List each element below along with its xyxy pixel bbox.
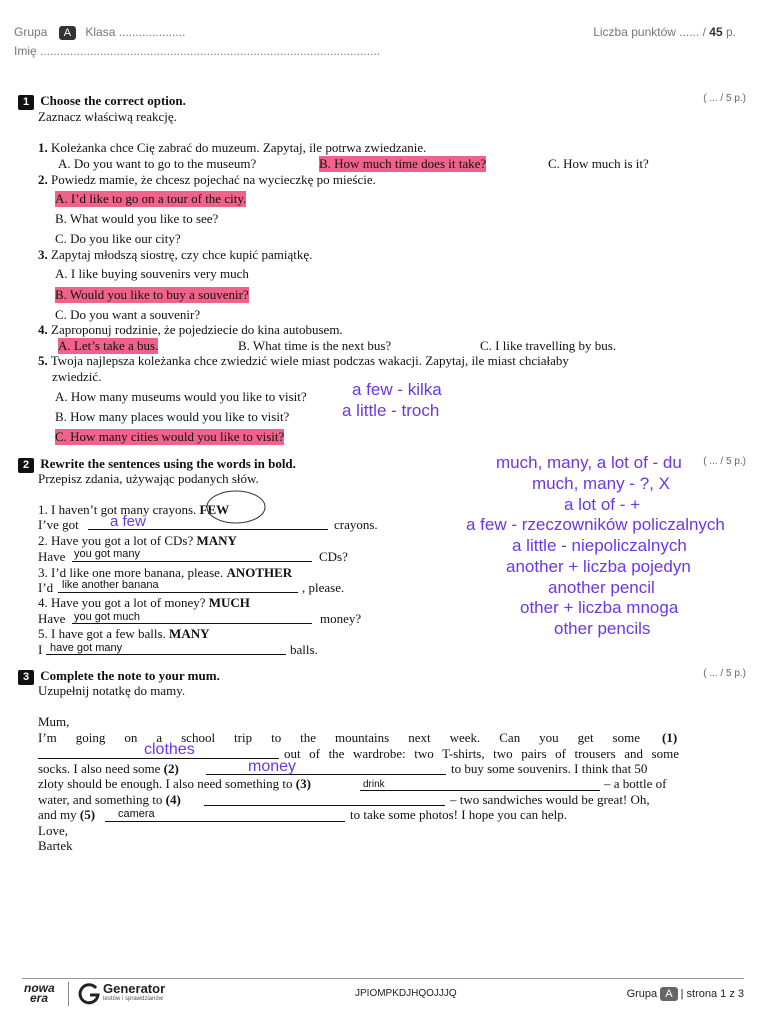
task1-number: 1 bbox=[18, 95, 34, 110]
task2-item3-answer-line[interactable] bbox=[58, 592, 298, 593]
task1-item4-question bbox=[38, 322, 343, 338]
note-text: to buy some souvenirs. I think that 50 bbox=[451, 761, 648, 776]
generator-subtitle: testów i sprawdzianów bbox=[103, 996, 164, 1002]
question-text: Zaproponuj rodzinie, że pojedziecie do kina autobusem. bbox=[51, 322, 343, 337]
task2-item5-prompt bbox=[38, 626, 209, 642]
task2-subtitle: Przepisz zdania, używając podanych słów. bbox=[38, 471, 259, 486]
note-text: and my bbox=[38, 807, 77, 822]
task2-item3-pre: I’d bbox=[38, 580, 54, 595]
header-group bbox=[14, 25, 185, 40]
task2-item3-answer[interactable]: like another banana bbox=[62, 579, 159, 591]
nowa-era-logo bbox=[24, 983, 55, 1003]
task1-item1-option-b[interactable]: B. How much time does it take? bbox=[319, 156, 487, 171]
task2-item4-prompt bbox=[38, 595, 250, 611]
task1-item2-option-c[interactable]: C. Do you like our city? bbox=[55, 231, 181, 246]
note-signature: Bartek bbox=[38, 838, 73, 853]
task1-points: ( ... / 5 p.) bbox=[703, 93, 746, 104]
blank2-line[interactable] bbox=[206, 774, 446, 775]
task1-item5-question bbox=[38, 353, 569, 369]
handwritten-note: a little - troch bbox=[342, 401, 440, 420]
prompt-text: 5. I have got a few balls. bbox=[38, 626, 166, 641]
task1-title: Choose the correct option. bbox=[40, 93, 186, 108]
task1-item5-option-c[interactable]: C. How many cities would you like to visit? bbox=[55, 429, 285, 444]
test-code: JPIOMPKDJHQOJJJQ bbox=[355, 988, 457, 999]
note-text: to take some photos! I hope you can help. bbox=[350, 807, 567, 822]
header-points bbox=[593, 25, 736, 39]
group-badge: A bbox=[59, 26, 76, 40]
task2-item5-pre: I bbox=[38, 642, 43, 657]
logo-text: era bbox=[30, 991, 49, 1005]
note-line6 bbox=[38, 807, 95, 823]
task1-item5-question-cont: zwiedzić. bbox=[52, 369, 102, 384]
circle-mark-icon bbox=[204, 487, 268, 527]
note-closing: Love, bbox=[38, 823, 68, 838]
task1-item2-option-b[interactable]: B. What would you like to see? bbox=[55, 211, 219, 226]
task1-item1-option-a[interactable]: A. Do you want to go to the museum? bbox=[58, 156, 257, 171]
task3-points: ( ... / 5 p.) bbox=[703, 668, 746, 679]
blank-number: (4) bbox=[165, 792, 181, 807]
question-text: Koleżanka chce Cię zabrać do muzeum. Zapytaj, ile potrwa zwiedzanie. bbox=[51, 140, 427, 155]
footer-group-label: Grupa bbox=[626, 988, 658, 1000]
task2-item3-post: , please. bbox=[302, 580, 345, 595]
item-number: 5. bbox=[38, 353, 48, 368]
key-word: FEW bbox=[199, 502, 230, 517]
item-number: 2. bbox=[38, 172, 48, 187]
footer-page-info bbox=[627, 987, 744, 1001]
task1-item2-question bbox=[38, 172, 376, 188]
task2-title: Rewrite the sentences using the words in bold. bbox=[40, 456, 296, 471]
prompt-text: 2. Have you got a lot of CDs? bbox=[38, 533, 194, 548]
blank4-line[interactable] bbox=[204, 805, 445, 806]
task3-number: 3 bbox=[18, 670, 34, 685]
blank-number: (5) bbox=[79, 807, 96, 822]
note-line1: I’m going on a school trip to the mountains next week. Can you get some bbox=[38, 730, 640, 745]
handwritten-note: much, many - ?, X bbox=[532, 474, 670, 493]
task2-item2-pre: Have bbox=[38, 549, 66, 564]
handwritten-note: a few - rzeczowników policzalnych bbox=[466, 515, 725, 534]
task2-item2-answer-line[interactable] bbox=[72, 561, 312, 562]
prompt-text: 4. Have you got a lot of money? bbox=[38, 595, 206, 610]
generator-logo-icon bbox=[77, 982, 101, 1006]
question-text: Twoja najlepsza koleżanka chce zwiedzić wiele miast podczas wakacji. Zapytaj, ile miast chciałaby bbox=[50, 353, 569, 368]
task3-title: Complete the note to your mum. bbox=[40, 668, 220, 683]
footer-divider bbox=[22, 978, 744, 979]
logo-divider bbox=[68, 982, 69, 1006]
key-word: MANY bbox=[196, 533, 237, 548]
blank-marker-1 bbox=[662, 730, 677, 746]
key-word: MANY bbox=[169, 626, 210, 641]
task1-item2-option-a[interactable]: A. I’d like to go on a tour of the city. bbox=[55, 191, 247, 206]
task1-heading bbox=[18, 93, 186, 110]
name-label: Imię ...................................................................................................... bbox=[14, 44, 381, 58]
item-number: 1. bbox=[38, 140, 48, 155]
task1-item3-option-c[interactable]: C. Do you want a souvenir? bbox=[55, 307, 201, 322]
handwritten-note: other pencils bbox=[554, 619, 651, 638]
points-label: Liczba punktów ...... / bbox=[593, 25, 706, 39]
note-text: zloty should be enough. I also need something to bbox=[38, 776, 293, 791]
note-text: water, and something to bbox=[38, 792, 163, 807]
handwritten-note: another + liczba pojedyn bbox=[506, 557, 691, 576]
note-greeting: Mum, bbox=[38, 714, 70, 729]
blank3-answer[interactable]: drink bbox=[363, 779, 385, 790]
task2-item5-answer[interactable]: have got many bbox=[50, 642, 123, 654]
key-word: MUCH bbox=[208, 595, 250, 610]
question-text: Zapytaj młodszą siostrę, czy chce kupić pamiątkę. bbox=[51, 247, 313, 262]
points-unit: p. bbox=[725, 25, 736, 39]
task1-item1-option-c[interactable]: C. How much is it? bbox=[548, 156, 649, 171]
footer-group-badge: A bbox=[660, 987, 677, 1001]
handwritten-note: other + liczba mnoga bbox=[520, 598, 679, 617]
blank-number: (2) bbox=[163, 761, 179, 776]
task2-item4-answer-line[interactable] bbox=[72, 623, 312, 624]
note-line2: out of the wardrobe: two T-shirts, two pairs of trousers and some bbox=[284, 746, 679, 761]
note-text: – a bottle of bbox=[604, 776, 667, 791]
blank1-answer[interactable]: clothes bbox=[144, 741, 195, 758]
task1-item4-option-b[interactable]: B. What time is the next bus? bbox=[238, 338, 392, 353]
task2-item2-prompt bbox=[38, 533, 237, 549]
page-indicator: | strona 1 z 3 bbox=[680, 988, 744, 1000]
group-label: Grupa bbox=[14, 25, 48, 39]
note-text: – two sandwiches would be great! Oh, bbox=[450, 792, 650, 807]
generator-title: Generator bbox=[103, 981, 166, 996]
item-number: 3. bbox=[38, 247, 48, 262]
task2-number: 2 bbox=[18, 458, 34, 473]
blank-number: (3) bbox=[295, 776, 311, 791]
blank5-line[interactable] bbox=[105, 821, 345, 822]
task1-item3-question bbox=[38, 247, 312, 263]
handwritten-note: another pencil bbox=[548, 578, 655, 597]
prompt-text: 1. I haven’t got many crayons. bbox=[38, 502, 197, 517]
task2-item1-answer[interactable]: a few bbox=[110, 513, 146, 530]
blank-number: (1) bbox=[662, 730, 678, 745]
task2-points: ( ... / 5 p.) bbox=[703, 456, 746, 467]
task2-item4-answer[interactable]: you got much bbox=[74, 611, 141, 623]
task1-item3-option-a[interactable]: A. I like buying souvenirs very much bbox=[55, 266, 249, 281]
logo-text: nowa bbox=[24, 981, 55, 995]
task1-item5-option-b[interactable]: B. How many places would you like to visit? bbox=[55, 409, 290, 424]
task2-item1-post: crayons. bbox=[334, 517, 378, 532]
task1-subtitle: Zaznacz właściwą reakcję. bbox=[38, 109, 177, 124]
note-line4 bbox=[38, 776, 311, 792]
prompt-text: 3. I’d like one more banana, please. bbox=[38, 565, 224, 580]
handwritten-note: much, many, a lot of - du bbox=[496, 453, 682, 472]
handwritten-note: a little - niepoliczalnych bbox=[512, 536, 687, 555]
handwritten-note: a lot of - + bbox=[564, 495, 641, 514]
question-text: Powiedz mamie, że chcesz pojechać na wycieczkę po mieście. bbox=[51, 172, 376, 187]
note-line3 bbox=[38, 761, 179, 777]
task2-item5-post: balls. bbox=[290, 642, 318, 657]
task2-item2-post: CDs? bbox=[319, 549, 348, 564]
blank3-line[interactable] bbox=[360, 790, 600, 791]
task1-item5-option-a[interactable]: A. How many museums would you like to visit? bbox=[55, 389, 307, 404]
note-line5 bbox=[38, 792, 181, 808]
task3-subtitle: Uzupełnij notatkę do mamy. bbox=[38, 683, 186, 698]
task2-item1-pre: I’ve got bbox=[38, 517, 79, 532]
blank2-answer[interactable]: money bbox=[248, 758, 297, 775]
task1-item3-option-b[interactable]: B. Would you like to buy a souvenir? bbox=[55, 287, 249, 302]
task2-item2-answer[interactable]: you got many bbox=[74, 548, 141, 560]
task1-item4-option-a[interactable]: A. Let’s take a bus. bbox=[58, 338, 159, 353]
handwritten-note: a few - kilka bbox=[352, 380, 442, 399]
note-text: socks. I also need some bbox=[38, 761, 161, 776]
key-word: ANOTHER bbox=[226, 565, 293, 580]
item-number: 4. bbox=[38, 322, 48, 337]
task2-item4-post: money? bbox=[320, 611, 362, 626]
task1-item1-question bbox=[38, 140, 426, 156]
task2-item5-answer-line[interactable] bbox=[46, 654, 286, 655]
task2-item4-pre: Have bbox=[38, 611, 66, 626]
class-label: Klasa .................... bbox=[85, 25, 186, 39]
blank5-answer[interactable]: camera bbox=[118, 808, 155, 820]
task1-item4-option-c[interactable]: C. I like travelling by bus. bbox=[480, 338, 617, 353]
points-total: 45 bbox=[709, 25, 723, 39]
